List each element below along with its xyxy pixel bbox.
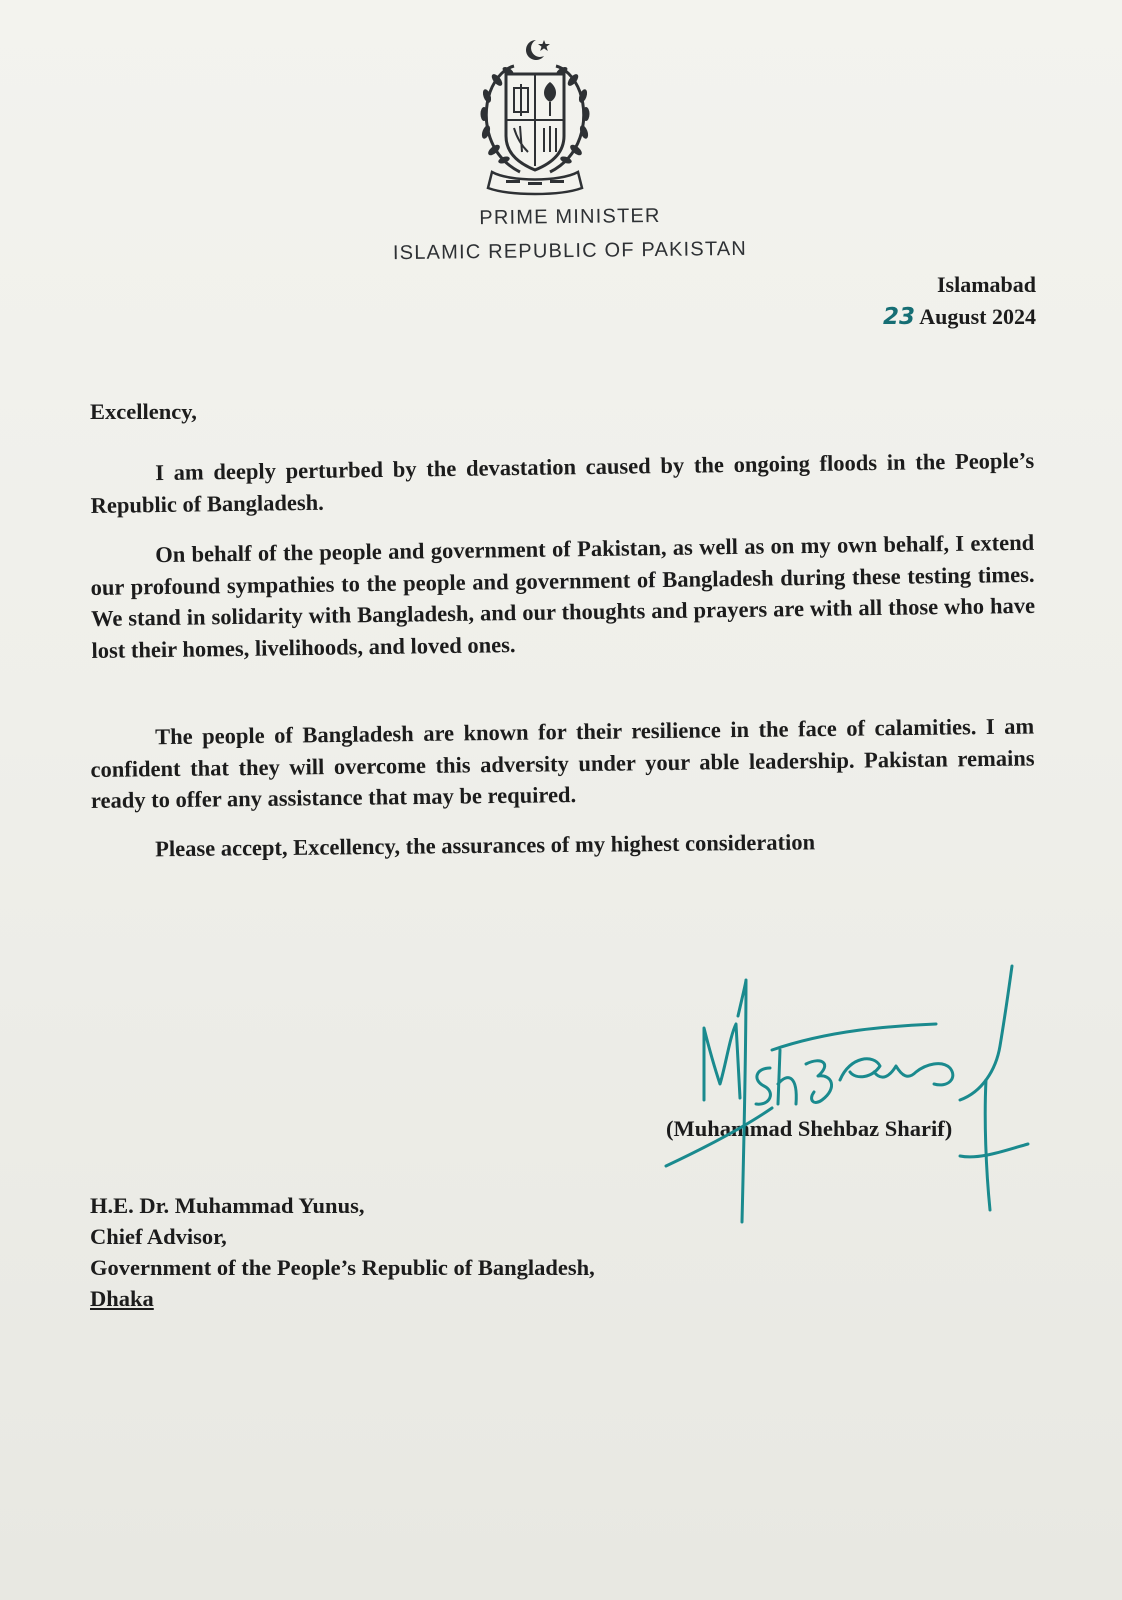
state-emblem-icon bbox=[470, 32, 600, 200]
date-month-year: August 2024 bbox=[919, 304, 1036, 329]
letterhead-office: PRIME MINISTER bbox=[479, 204, 661, 230]
salutation: Excellency, bbox=[90, 399, 197, 424]
addressee-city: Dhaka bbox=[90, 1286, 154, 1311]
addressee-title: Chief Advisor, bbox=[90, 1224, 227, 1249]
addressee-name: H.E. Dr. Muhammad Yunus, bbox=[90, 1193, 365, 1218]
addressee-organization: Government of the People’s Republic of Bangladesh, bbox=[90, 1255, 595, 1280]
signer-name: (Muhammad Shehbaz Sharif) bbox=[666, 1116, 953, 1141]
letter-place: Islamabad bbox=[936, 272, 1036, 297]
closing-line: Please accept, Excellency, the assurances of my highest consideration bbox=[155, 829, 816, 862]
handwritten-signature-icon bbox=[660, 960, 1060, 1240]
body-paragraph: I am deeply perturbed by the devastation caused by the ongoing floods in the People’s Republic of Bangladesh. bbox=[90, 447, 1035, 518]
body-paragraph: On behalf of the people and government of Pakistan, as well as on my own behalf, I extend our profound sympathies to the people and government of Bangladesh during these testing times. We stand in solidarity with Bangladesh, and our thoughts and prayers are with all those who have lost their homes, livelihoods, and loved ones. bbox=[90, 529, 1036, 663]
handwritten-date-day: 23 bbox=[882, 304, 915, 330]
addressee-block bbox=[90, 1190, 595, 1314]
body-paragraph: The people of Bangladesh are known for their resilience in the face of calamities. I am confident that they will overcome this adversity under your able leadership. Pakistan remains ready to offer any assistance that may be required. bbox=[90, 713, 1035, 813]
letterhead-country: ISLAMIC REPUBLIC OF PAKISTAN bbox=[392, 237, 748, 265]
letter-date bbox=[883, 304, 1036, 330]
